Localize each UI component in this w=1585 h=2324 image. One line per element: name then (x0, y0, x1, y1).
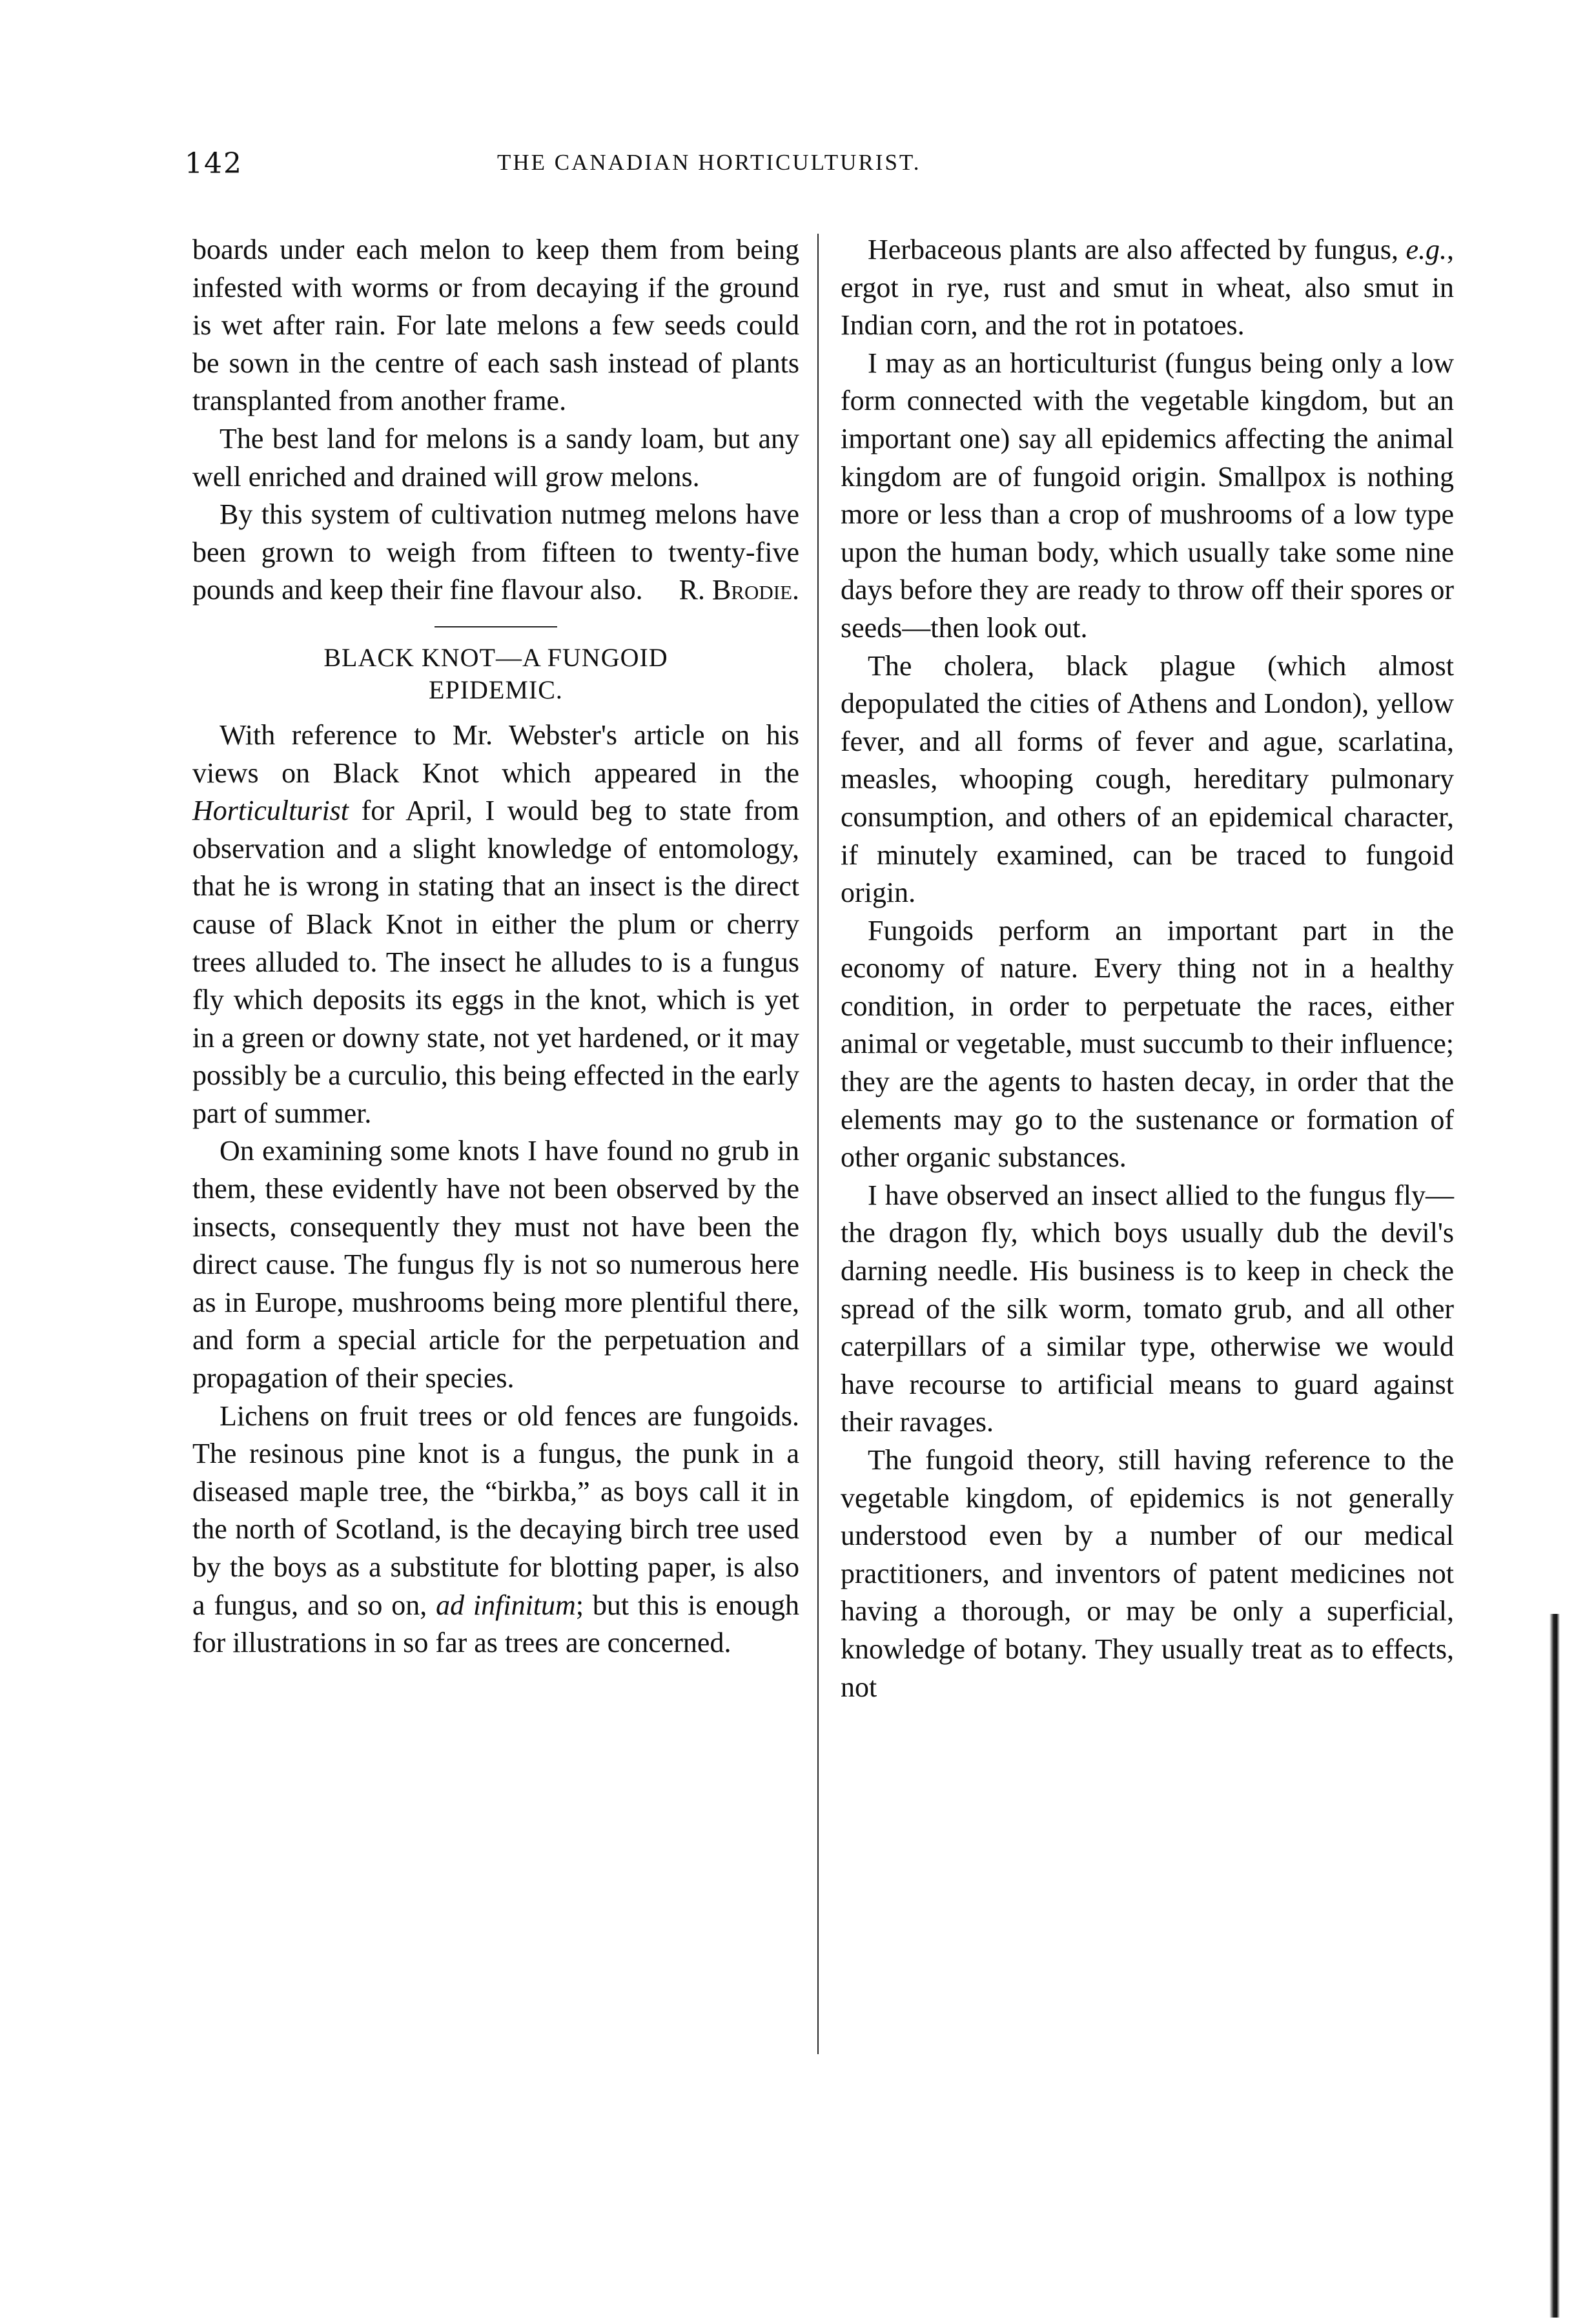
right-column (841, 231, 1454, 1706)
column-divider (817, 234, 819, 2054)
paragraph (192, 496, 799, 609)
page-edge-shadow (1549, 1614, 1560, 2318)
paragraph-text: Herbaceous plants are also affected by fungus, (868, 234, 1398, 265)
paragraph: On examining some knots I have found no grub in them, these evidently have not been observed by the insects, consequently they must not have been the direct cause. The fungus fly is not so numerous here as in Europe, mushrooms being more plentiful there, and form a special article for the perpetuation and propagation of their species. (192, 1135, 799, 1394)
article-heading (192, 642, 799, 706)
paragraph-text: ; but this is enough for illustrations in so far as trees are concerned. (192, 1589, 799, 1659)
running-title: THE CANADIAN HORTICULTURIST. (497, 150, 921, 175)
paragraph: The fungoid theory, still having reference to the vegetable kingdom, of epidemics is not generally understood even by a number of our medical practitioners, and inventors of patent medicines not having a thorough, or may be only a superficial, knowledge of botany. They usually treat as to effects, not (841, 1444, 1454, 1703)
paragraph-text: for April, I would beg to state from observation and a slight knowledge of entomology, that he is wrong in stating that an insect is the direct cause of Black Knot in either the plum or cherry trees alluded to. The insect he alludes to is a fungus fly which deposits its eggs in the knot, which is yet in a green or downy state, not yet hardened, or it may possibly be a curculio, this being effected in the early part of summer. (192, 795, 800, 1129)
paragraph-text: With reference to Mr. Webster's article on his views on Black Knot which appeared in the (192, 719, 799, 789)
publication-title: Horticulturist (192, 795, 349, 827)
latin-phrase: ad infinitum (436, 1589, 576, 1621)
paragraph: The best land for melons is a sandy loam, but any well enriched and drained will grow melons. (192, 422, 799, 493)
paragraph: I may as an horticulturist (fungus being only a low form connected with the vegetable kingdom, but an important one) say all epidemics affecting the animal kingdom are of fungoid origin. Smallpox is nothing more or less than a crop of mushrooms of a low type upon the human body, which usually take some nine days before they are ready to throw off their spores or seeds—then look out. (841, 347, 1454, 644)
left-column (192, 231, 799, 1662)
paragraph: boards under each melon to keep them from being infested with worms or from decaying if the ground is wet after rain. For late melons a few seeds could be sown in the centre of each sash instead of plants transplanted from another frame. (192, 234, 799, 417)
abbreviation: e.g. (1406, 234, 1447, 265)
paragraph: The cholera, black plague (which almost depopulated the cities of Athens and London), yellow fever, and all forms of fever and ague, scarlatina, measles, whooping cough, hereditary pulmonary consumption, and others of an epidemical character, if minutely examined, can be traced to fungoid origin. (841, 649, 1454, 909)
paragraph-text: , ergot in rye, rust and smut in wheat, also smut in Indian corn, and the rot in potatoes. (841, 234, 1455, 341)
heading-line: BLACK KNOT—A FUNGOID (323, 642, 668, 672)
paragraph: I have observed an insect allied to the fungus fly—the dragon fly, which boys usually dub the devil's darning needle. His business is to keep in check the spread of the silk worm, tomato grub, and all other caterpillars of a similar type, otherwise we would have recourse to artificial means to guard against their ravages. (841, 1179, 1454, 1438)
page-number: 142 (185, 147, 243, 180)
paragraph (192, 1398, 799, 1662)
author-signature: R. Brodie. (679, 574, 799, 606)
paragraph-text: By this system of cultivation nutmeg melons have been grown to weigh from fifteen to twenty-five pounds and keep their fine flavour also. (192, 498, 799, 606)
paragraph (841, 231, 1454, 345)
paragraph (192, 717, 799, 1133)
section-divider (435, 626, 557, 627)
paragraph-text: Lichens on fruit trees or old fences are fungoids. The resinous pine knot is a fungus, the punk in a diseased maple tree, the “birkba,” as boys call it in the north of Scotland, is the decaying birch tree used by the boys as a substitute for blotting paper, is also a fungus, and so on, (192, 1400, 799, 1621)
paragraph: Fungoids perform an important part in the economy of nature. Every thing not in a healthy condition, in order to perpetuate the races, either animal or vegetable, must succumb to their influence; they are the agents to hasten decay, in order that the elements may go to the sustenance or formation of other organic substances. (841, 914, 1454, 1174)
heading-line: EPIDEMIC. (429, 675, 563, 704)
